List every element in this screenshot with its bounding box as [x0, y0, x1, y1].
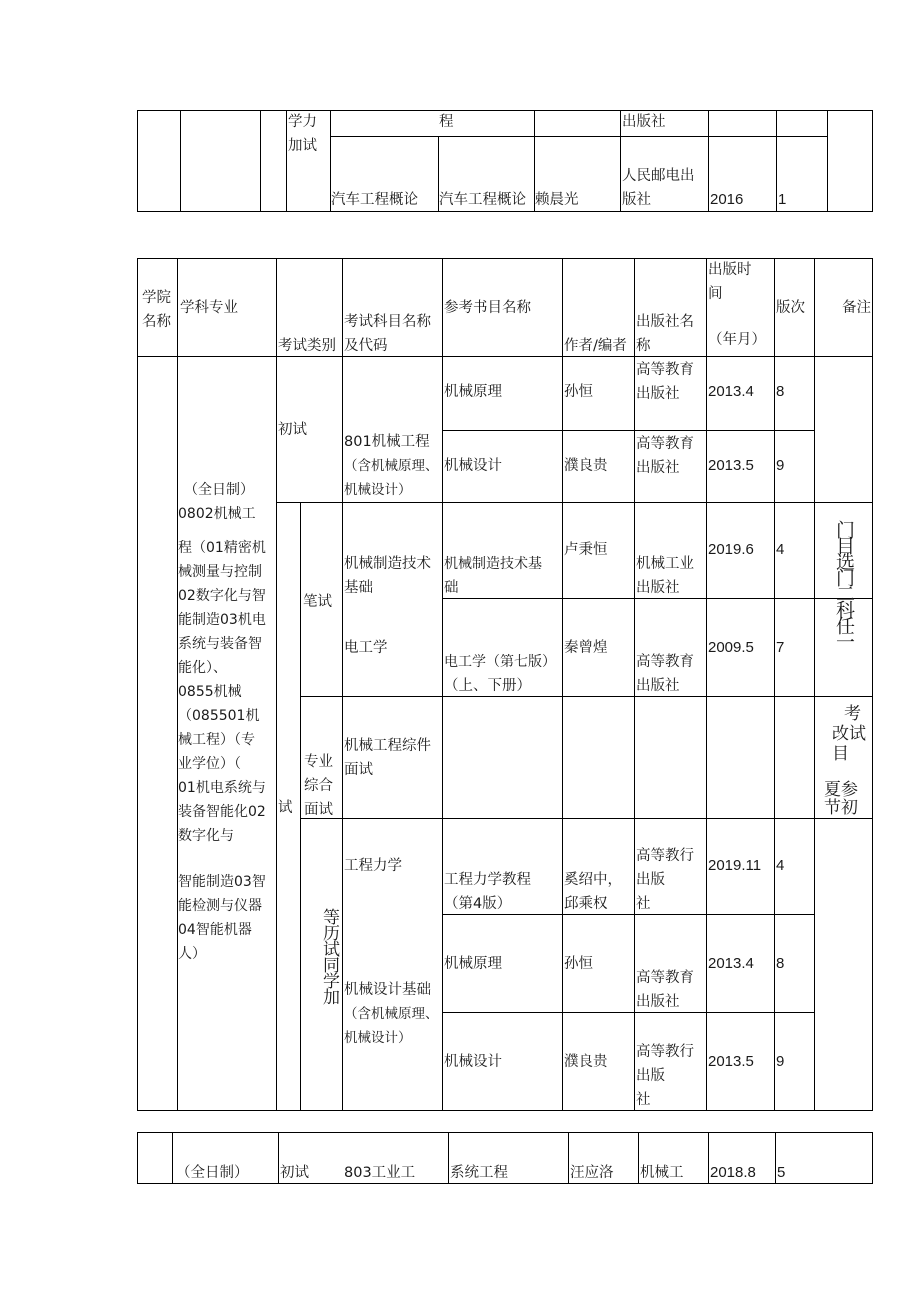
subject-cell: 801机械工程 [344, 434, 430, 450]
edition-cell: 9 [776, 1053, 785, 1070]
major-line: 装备智能化02 [178, 804, 266, 820]
year-cell: 2013.5 [708, 1053, 754, 1070]
publisher-cell: 高等教行 [636, 1044, 694, 1060]
edition-cell: 9 [776, 457, 785, 474]
subject-name-cell: 汽车工程概论 [331, 192, 418, 208]
header-publisher: 出版社名 [636, 314, 694, 330]
publisher-cell: 出版 [636, 872, 665, 888]
header-author: 作者/编者 [564, 338, 627, 354]
subject-type-label: 加试 [288, 138, 317, 154]
subject-cell: 机械工程综件 [344, 738, 431, 754]
major-line: 智能制造03智 [178, 874, 266, 890]
author-cell: 赖晨光 [535, 192, 579, 208]
major-line: 人） [178, 946, 206, 962]
major-line: 01机电系统与 [178, 780, 266, 796]
year-cell: 2013.5 [708, 457, 754, 474]
major-line: 数字化与 [178, 828, 234, 844]
major-line: 04智能机器 [178, 922, 252, 938]
header-exam-type: 考试类别 [278, 338, 336, 354]
exam-type-comprehensive: 专业 [304, 754, 333, 770]
author-cell: 汪应洛 [570, 1165, 614, 1181]
remark-exam: 节初 [824, 798, 858, 818]
subject-cell: （含机械原理、 [344, 458, 439, 474]
publisher-cell: 高等教行 [636, 848, 694, 864]
author-cell: 邱乘权 [564, 896, 608, 912]
exam-type-cell: 初试 [280, 1165, 309, 1181]
header-college: 学院 [142, 290, 171, 306]
ref-book-cell: （上、下册） [444, 678, 531, 694]
subject-cell: 基础 [344, 580, 373, 596]
edition-cell: 5 [777, 1164, 786, 1181]
year-cell: 2013.4 [708, 955, 754, 972]
major-line: 械测量与控制 [178, 564, 262, 580]
year-cell: 2019.11 [708, 857, 762, 874]
publisher-cell: 出版社 [636, 994, 680, 1010]
ref-book-cell: 工程力学教程 [444, 872, 531, 888]
edition-cell: 8 [776, 955, 785, 972]
remark-choose: 门目选门二科任一 [833, 520, 855, 648]
edition-cell: 8 [776, 383, 785, 400]
exam-type-comprehensive: 面试 [304, 802, 333, 818]
major-line: （全日制） [184, 482, 254, 498]
ref-book-cell: 机械原理 [444, 384, 502, 400]
major-line: 0855机械 [178, 684, 242, 700]
subject-cell: 机械设计基础 [344, 982, 431, 998]
major-line: 能检测与仪器 [178, 898, 262, 914]
ref-book-cell: 电工学（第七版） [444, 654, 556, 670]
edition-cell: 4 [776, 857, 785, 874]
year-cell: 2009.5 [708, 639, 754, 656]
subject-cell: 面试 [344, 762, 373, 778]
subject-cell: 电工学 [344, 640, 388, 656]
header-major: 学科专业 [180, 300, 238, 316]
ref-book-cell: 机械设计 [444, 1054, 502, 1070]
major-line: 0802机械工 [178, 506, 256, 522]
subject-type-label: 学力 [288, 114, 317, 130]
publisher-cell: 出版社 [636, 460, 680, 476]
publisher-cell: 人民邮电出 [622, 168, 695, 184]
major-line: 程（01精密机 [178, 540, 266, 556]
subject-cell: 机械设计） [344, 482, 412, 498]
edition-cell: 1 [778, 191, 787, 208]
remark-exam: 夏参 [824, 780, 858, 800]
ref-title-cell: 汽车工程概论 [439, 192, 526, 208]
publisher-cell: 机械工 [640, 1165, 684, 1181]
exam-type-retest: 试 [278, 800, 293, 816]
major-line: 能制造03机电 [178, 612, 266, 628]
publisher-cell: 高等教育 [636, 654, 694, 670]
ref-title-cell: 程 [439, 114, 454, 130]
header-ref-book: 参考书目名称 [444, 300, 531, 316]
header-college: 名称 [142, 314, 171, 330]
subject-cell: 工程力学 [344, 858, 402, 874]
subject-cell: 803工业工 [344, 1165, 416, 1181]
author-cell: 奚绍中， [564, 872, 622, 888]
publisher-cell: 版社 [622, 192, 651, 208]
major-line: 业学位）（ [178, 756, 241, 772]
remark-exam: 改试目 [832, 724, 866, 764]
header-subject: 及代码 [344, 338, 388, 354]
subject-cell: 机械制造技术 [344, 556, 431, 572]
author-cell: 孙恒 [564, 384, 593, 400]
publisher-cell: 高等教育 [636, 970, 694, 986]
year-cell: 2013.4 [708, 383, 754, 400]
year-cell: 2018.8 [710, 1164, 756, 1181]
major-line: 02数字化与智 [178, 588, 266, 604]
remark-exam: 考 [844, 704, 861, 724]
publisher-cell: 出版社 [622, 114, 666, 130]
year-cell: 2016 [710, 191, 744, 208]
major-line: 系统与装备智 [178, 636, 262, 652]
publisher-cell: 出版社 [636, 678, 680, 694]
publisher-cell: 出版社 [636, 386, 680, 402]
ref-book-cell: 础 [444, 580, 459, 596]
publisher-cell: 出版社 [636, 580, 680, 596]
exam-type-equiv: 等历试同学加 [319, 908, 339, 1004]
header-pub-time: 出版时 [708, 262, 752, 278]
author-cell: 濮良贵 [564, 1054, 608, 1070]
publisher-cell: 社 [636, 896, 651, 912]
author-cell: 孙恒 [564, 956, 593, 972]
header-subject: 考试科目名称 [344, 314, 431, 330]
major-line: 能化）、 [178, 660, 227, 676]
exam-type-comprehensive: 综合 [304, 778, 333, 794]
subject-cell: （含机械原理、 [344, 1006, 439, 1022]
ref-book-cell: 系统工程 [450, 1165, 508, 1181]
edition-cell: 4 [776, 541, 785, 558]
author-cell: 濮良贵 [564, 458, 608, 474]
subject-cell: 机械设计） [344, 1030, 412, 1046]
header-publisher: 称 [636, 338, 651, 354]
ref-book-cell: （第4版） [444, 896, 512, 912]
publisher-cell: 出版 [636, 1068, 665, 1084]
publisher-cell: 机械工业 [636, 556, 694, 572]
publisher-cell: 高等教育 [636, 436, 694, 452]
header-pub-time: （年月） [708, 332, 766, 348]
author-cell: 卢秉恒 [564, 542, 608, 558]
header-remark: 备注 [842, 300, 871, 316]
major-line: 械工程）（专 [178, 732, 255, 748]
header-pub-time: 间 [708, 286, 723, 302]
major-cell [178, 478, 276, 966]
major-line: （085501机 [178, 708, 260, 724]
ref-book-cell: 机械原理 [444, 956, 502, 972]
publisher-cell: 高等教育 [636, 362, 694, 378]
ref-book-cell: 机械设计 [444, 458, 502, 474]
year-cell: 2019.6 [708, 541, 754, 558]
edition-cell: 7 [776, 639, 785, 656]
exam-type-initial: 初试 [278, 422, 307, 438]
exam-type-written: 笔试 [303, 594, 332, 610]
major-cell: （全日制） [176, 1165, 249, 1181]
ref-book-cell: 机械制造技术基 [444, 556, 542, 572]
publisher-cell: 社 [636, 1092, 651, 1108]
header-edition: 版次 [776, 300, 805, 316]
author-cell: 秦曾煌 [564, 640, 608, 656]
